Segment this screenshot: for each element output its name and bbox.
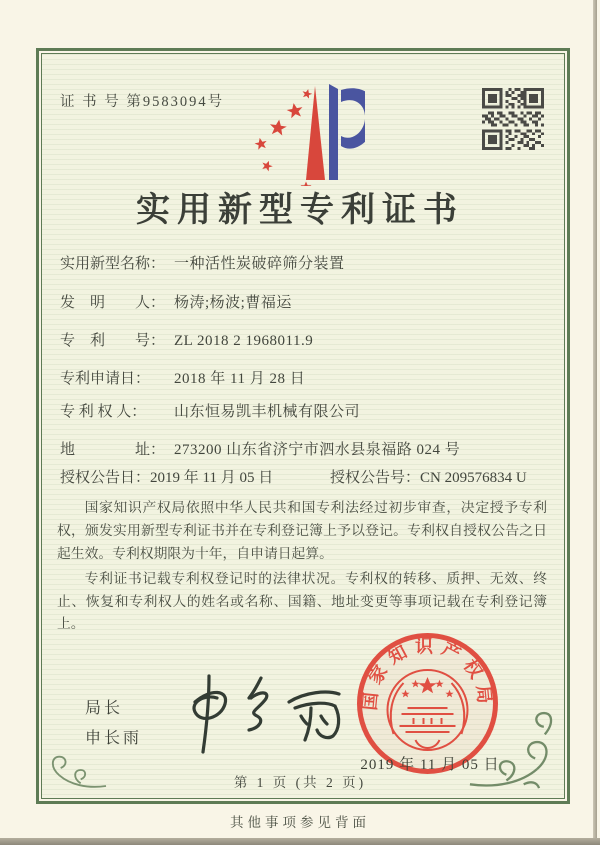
field-value: 杨涛;杨波;曹福运	[174, 295, 292, 311]
commissioner-title: 局长	[85, 700, 124, 717]
legal-paragraph-1: 国家知识产权局依照中华人民共和国专利法经过初步审查，决定授予专利权，颁发实用新型专利证书并在专利登记簿上予以登记。专利权自授权公告之日起生效。专利权期限为十年，自申请日起算。	[57, 500, 547, 561]
cnipa-logo-icon	[243, 80, 365, 186]
commissioner-name: 申长雨	[85, 730, 143, 747]
scan-edge-right	[593, 0, 597, 845]
back-note: 其他事项参见背面	[230, 815, 370, 830]
field-value: 273200 山东省济宁市泗水县泉福路 024 号	[174, 442, 461, 458]
field-row-name	[60, 252, 550, 273]
field-row-patentee	[60, 400, 550, 421]
field-label: 地 址：	[60, 442, 166, 458]
page-info: 第 1 页 (共 2 页)	[233, 775, 367, 790]
handwritten-signature-icon	[165, 668, 365, 768]
seal-date: 2019 年 11 月 05 日	[360, 757, 500, 773]
grant-no-label: 授权公告号：	[330, 470, 421, 486]
field-row-filing-date	[60, 367, 550, 388]
field-row-patent-no	[60, 329, 550, 350]
legal-paragraph-2: 专利证书记载专利权登记时的法律状况。专利权的转移、质押、无效、终止、恢复和专利权人的姓名或名称、国籍、地址变更等事项记载在专利登记簿上。	[57, 570, 547, 632]
grant-no-field	[330, 466, 527, 487]
field-value: 山东恒易凯丰机械有限公司	[174, 404, 361, 420]
qr-code-icon	[482, 88, 544, 150]
field-label: 发 明 人：	[60, 295, 166, 311]
scan-edge-bottom	[0, 838, 600, 845]
field-label: 专 利 权 人：	[60, 404, 147, 420]
field-label: 实用新型名称：	[60, 256, 166, 272]
field-value: ZL 2018 2 1968011.9	[174, 333, 314, 349]
field-row-address	[60, 438, 550, 459]
field-label: 专利申请日：	[60, 371, 151, 387]
seal-arc-text: 国家知识产权局	[359, 636, 496, 712]
grant-date-value: 2019 年 11 月 05 日	[150, 470, 274, 486]
grant-date-label: 授权公告日：	[60, 470, 151, 486]
grant-row	[60, 466, 552, 487]
field-value: 一种活性炭破碎筛分装置	[174, 256, 345, 272]
certificate-number: 证 书 号 第9583094号	[60, 94, 225, 110]
certificate-title: 实用新型专利证书	[136, 192, 464, 229]
field-row-inventors	[60, 291, 550, 312]
grant-date-field	[60, 466, 330, 487]
field-label: 专 利 号：	[60, 333, 166, 349]
field-value: 2018 年 11 月 28 日	[174, 371, 306, 387]
grant-no-value: CN 209576834 U	[420, 470, 527, 486]
